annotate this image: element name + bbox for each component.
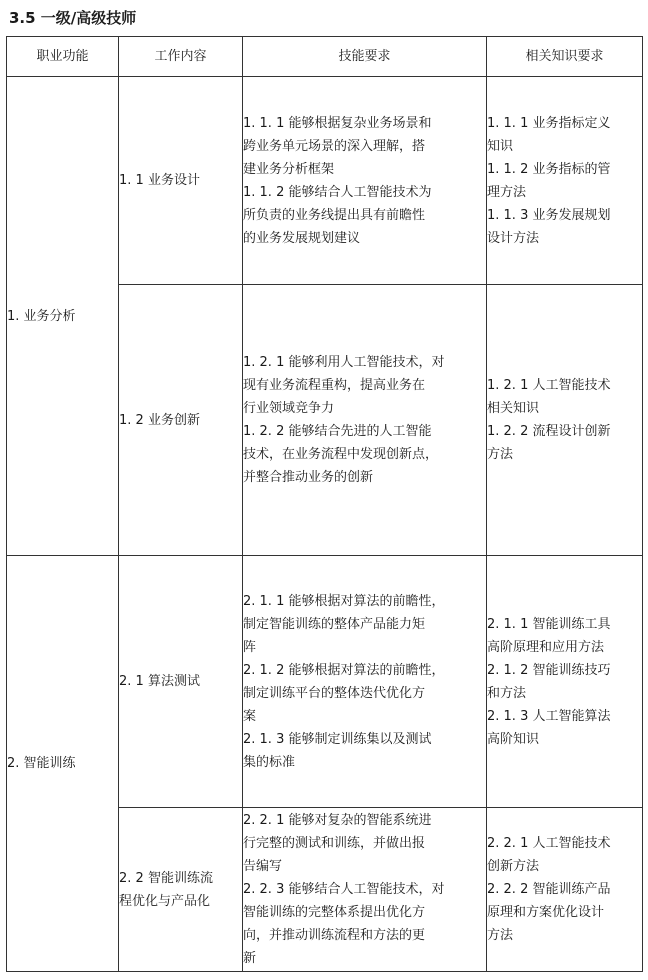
work-content-text: 2. 2 智能训练流 程优化与产品化 <box>119 870 213 909</box>
knowledge-requirements-cell <box>487 285 643 556</box>
skill-item: 2. 2. 1 能够对复杂的智能系统进 行完整的测试和训练，并做出报 告编写 <box>243 813 432 874</box>
skill-requirements-cell <box>243 556 487 808</box>
knowledge-item: 2. 1. 1 智能训练工具 高阶原理和应用方法 <box>487 616 611 655</box>
knowledge-item: 1. 2. 2 流程设计创新 方法 <box>487 424 611 462</box>
work-content-cell <box>119 556 243 808</box>
knowledge-item: 1. 1. 3 业务发展规划 设计方法 <box>487 207 611 246</box>
knowledge-item: 2. 1. 2 智能训练技巧 和方法 <box>487 662 611 701</box>
header-skill-requirements: 技能要求 <box>243 37 487 77</box>
work-content-text: 1. 1 业务设计 <box>119 173 200 188</box>
function-cell: 2. 智能训练 <box>7 556 119 972</box>
skill-item: 2. 1. 3 能够制定训练集以及测试 集的标准 <box>243 731 432 770</box>
knowledge-requirements-cell <box>487 556 643 808</box>
work-content-cell <box>119 77 243 285</box>
table-header-row <box>7 37 643 77</box>
knowledge-item: 1. 1. 2 业务指标的管 理方法 <box>487 161 611 200</box>
skill-item: 1. 1. 1 能够根据复杂业务场景和 跨业务单元场景的深入理解，搭 建业务分析框架 <box>243 115 432 177</box>
skill-item: 1. 2. 1 能够利用人工智能技术，对 现有业务流程重构，提高业务在 行业领域竞争力 <box>243 355 445 416</box>
skills-table <box>6 36 643 972</box>
skill-requirements-cell <box>243 808 487 972</box>
table-row <box>7 556 643 808</box>
skill-requirements-cell <box>243 77 487 285</box>
knowledge-requirements-cell <box>487 77 643 285</box>
skill-item: 1. 2. 2 能够结合先进的人工智能 技术，在业务流程中发现创新点， 并整合推动业务的创新 <box>243 424 439 485</box>
knowledge-item: 1. 1. 1 业务指标定义 知识 <box>487 115 611 154</box>
skill-requirements-cell <box>243 285 487 556</box>
knowledge-requirements-cell <box>487 808 643 972</box>
knowledge-item: 2. 1. 3 人工智能算法 高阶知识 <box>487 708 611 747</box>
table-row <box>7 77 643 285</box>
section-title: 3.5 一级/高级技师 <box>9 9 137 27</box>
skill-item: 2. 2. 3 能够结合人工智能技术，对 智能训练的完整体系提出优化方 向，并推动训练流程和方法的更 新 <box>243 882 445 966</box>
work-content-cell <box>119 808 243 972</box>
function-cell: 1. 业务分析 <box>7 77 119 556</box>
knowledge-item: 2. 2. 2 智能训练产品 原理和方案优化设计 方法 <box>487 882 611 943</box>
knowledge-item: 1. 2. 1 人工智能技术 相关知识 <box>487 378 611 416</box>
skill-item: 2. 1. 1 能够根据对算法的前瞻性， 制定智能训练的整体产品能力矩 阵 <box>243 593 445 655</box>
work-content-text: 2. 1 算法测试 <box>119 674 200 689</box>
knowledge-item: 2. 2. 1 人工智能技术 创新方法 <box>487 836 611 874</box>
header-work-content: 工作内容 <box>119 37 243 77</box>
skill-item: 2. 1. 2 能够根据对算法的前瞻性， 制定训练平台的整体迭代优化方 案 <box>243 662 445 724</box>
header-function: 职业功能 <box>7 37 119 77</box>
header-knowledge-requirements: 相关知识要求 <box>487 37 643 77</box>
work-content-cell <box>119 285 243 556</box>
skill-item: 1. 1. 2 能够结合人工智能技术为 所负责的业务线提出具有前瞻性 的业务发展规划建议 <box>243 184 432 246</box>
work-content-text: 1. 2 业务创新 <box>119 412 200 428</box>
